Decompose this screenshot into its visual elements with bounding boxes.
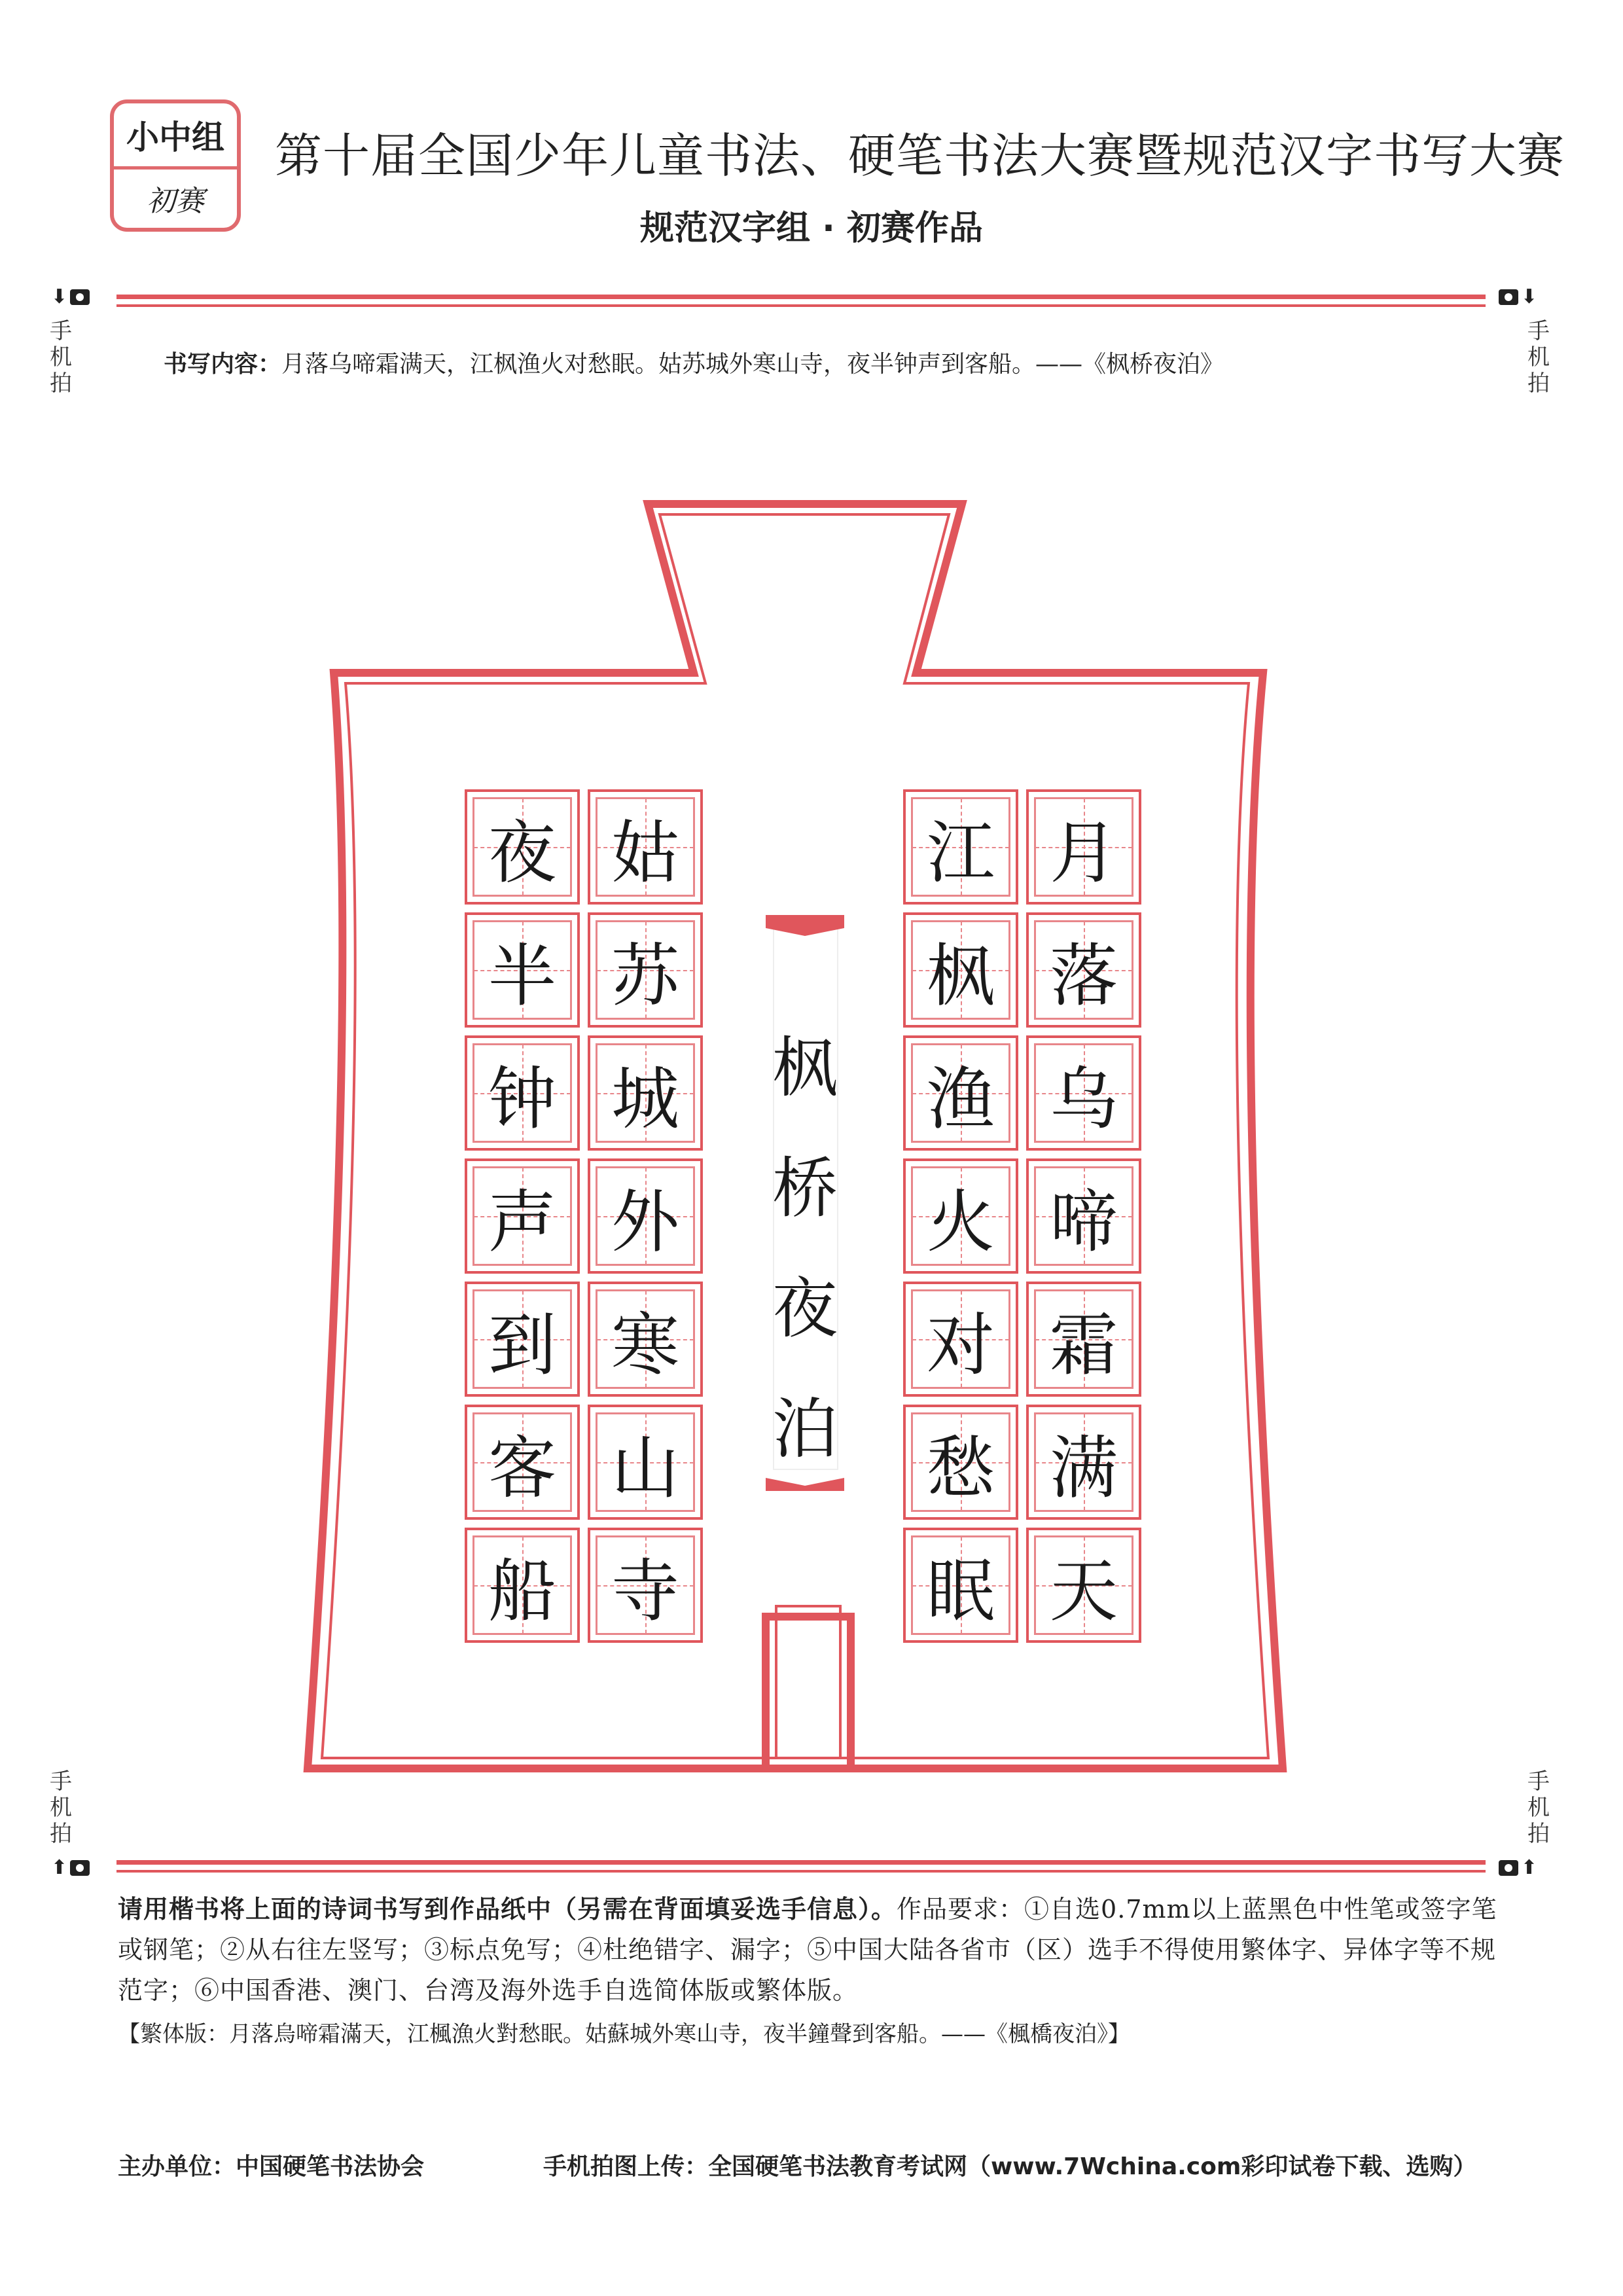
camera-icon xyxy=(1499,1860,1518,1876)
poem-title: 枫 桥 夜 泊 xyxy=(772,1030,838,1467)
grid-cell xyxy=(1026,912,1141,1028)
grid-cell xyxy=(465,1528,580,1643)
grid-character: 钟 xyxy=(488,1059,556,1139)
arrow-up-icon: ⬆ xyxy=(51,1856,68,1879)
grid-character: 客 xyxy=(488,1428,556,1508)
grid-cell xyxy=(465,789,580,905)
camera-icon xyxy=(70,1860,90,1876)
grid-character: 山 xyxy=(611,1428,679,1508)
arrow-up-icon: ⬆ xyxy=(1521,1856,1538,1879)
grid-character: 寒 xyxy=(611,1305,679,1385)
grid-character: 落 xyxy=(1049,936,1118,1016)
grid-cell xyxy=(465,1405,580,1520)
grid-character: 苏 xyxy=(611,936,679,1016)
camera-marker-bottom-left xyxy=(51,1856,90,1879)
requirements-lead: 请用楷书将上面的诗词书写到作品纸中（另需在背面填妥选手信息）。 xyxy=(118,1895,897,1924)
page-subtitle: 规范汉字组 · 初赛作品 xyxy=(640,209,983,248)
badge-group-label: 小中组 xyxy=(114,103,237,170)
grid-cell xyxy=(588,1282,703,1397)
grid-cell xyxy=(465,1035,580,1151)
side-label-bottom-right: 手 机 拍 xyxy=(1527,1768,1550,1847)
camera-marker-bottom-right xyxy=(1499,1856,1537,1879)
grid-cell xyxy=(1026,1282,1141,1397)
grid-character: 火 xyxy=(926,1182,995,1262)
grid-character: 眠 xyxy=(926,1551,995,1631)
side-label-bottom-left: 手 机 拍 xyxy=(50,1768,72,1847)
grid-cell xyxy=(903,1528,1018,1643)
grid-cell xyxy=(903,1405,1018,1520)
grid-character: 到 xyxy=(488,1305,556,1385)
grid-character: 外 xyxy=(611,1182,679,1262)
grid-character: 船 xyxy=(488,1551,556,1631)
grid-character: 对 xyxy=(926,1305,995,1385)
grid-cell xyxy=(588,912,703,1028)
grid-character: 声 xyxy=(488,1182,556,1262)
grid-cell xyxy=(903,789,1018,905)
grid-cell xyxy=(588,1405,703,1520)
grid-character: 姑 xyxy=(611,813,679,893)
title-ornament-top xyxy=(766,915,844,936)
grid-character: 愁 xyxy=(926,1428,995,1508)
grid-cell xyxy=(903,1035,1018,1151)
grid-character: 月 xyxy=(1049,813,1118,893)
grid-cell xyxy=(1026,1405,1141,1520)
arrow-down-icon: ⬇ xyxy=(1521,285,1538,308)
grid-cell xyxy=(588,1158,703,1274)
grid-character: 寺 xyxy=(611,1551,679,1631)
grid-cell xyxy=(465,912,580,1028)
grid-character: 半 xyxy=(488,936,556,1016)
grid-cell xyxy=(588,1035,703,1151)
grid-character: 夜 xyxy=(488,813,556,893)
grid-cell xyxy=(903,1158,1018,1274)
bottom-divider xyxy=(116,1860,1486,1873)
arrow-down-icon: ⬇ xyxy=(51,285,68,308)
grid-cell xyxy=(1026,1528,1141,1643)
requirements xyxy=(118,1889,1499,2011)
badge-stage-label: 初赛 xyxy=(147,185,204,218)
grid-cell xyxy=(1026,789,1141,905)
grid-character: 天 xyxy=(1049,1551,1118,1631)
grid-character: 城 xyxy=(611,1059,679,1139)
grid-cell xyxy=(903,1282,1018,1397)
grid-character: 乌 xyxy=(1049,1059,1118,1139)
side-label-top-left: 手 机 拍 xyxy=(50,318,72,397)
grid-character: 满 xyxy=(1049,1428,1118,1508)
grid-cell xyxy=(465,1158,580,1274)
grid-cell xyxy=(588,789,703,905)
side-label-top-right: 手 机 拍 xyxy=(1527,318,1550,397)
grid-cell xyxy=(588,1528,703,1643)
page-title: 第十届全国少年儿童书法、硬笔书法大赛暨规范汉字书写大赛 xyxy=(275,128,1565,183)
organizer: 主办单位：中国硬笔书法协会 xyxy=(118,2153,425,2180)
grid-cell xyxy=(903,912,1018,1028)
upload-info: 手机拍图上传：全国硬笔书法教育考试网（www.7Wchina.com彩印试卷下载、选购） xyxy=(543,2153,1477,2180)
traditional-version: 【繁体版：月落烏啼霜滿天，江楓漁火對愁眠。姑蘇城外寒山寺，夜半鐘聲到客船。——《楓橋夜泊》】 xyxy=(118,2021,1130,2047)
grid-character: 霜 xyxy=(1049,1305,1118,1385)
requirements-text: 作品要求：①自选0.7mm以上蓝黑色中性笔或签字笔或钢笔；②从右往左竖写；③标点免写；④杜绝错字、漏字；⑤中国大陆各省市（区）选手不得使用繁体字、异体字等不规范字；⑥中国香港、澳门、台湾及海外选手自选简体版或繁体版。 xyxy=(118,1895,1497,2005)
grid-cell xyxy=(1026,1158,1141,1274)
grid-character: 啼 xyxy=(1049,1182,1118,1262)
grid-cell xyxy=(1026,1035,1141,1151)
content-label: 书写内容： xyxy=(164,351,282,378)
content-text: 月落乌啼霜满天，江枫渔火对愁眠。姑苏城外寒山寺，夜半钟声到客船。——《枫桥夜泊》 xyxy=(281,351,1224,378)
grid-cell xyxy=(465,1282,580,1397)
grid-character: 江 xyxy=(926,813,995,893)
grid-character: 枫 xyxy=(926,936,995,1016)
grid-character: 渔 xyxy=(926,1059,995,1139)
